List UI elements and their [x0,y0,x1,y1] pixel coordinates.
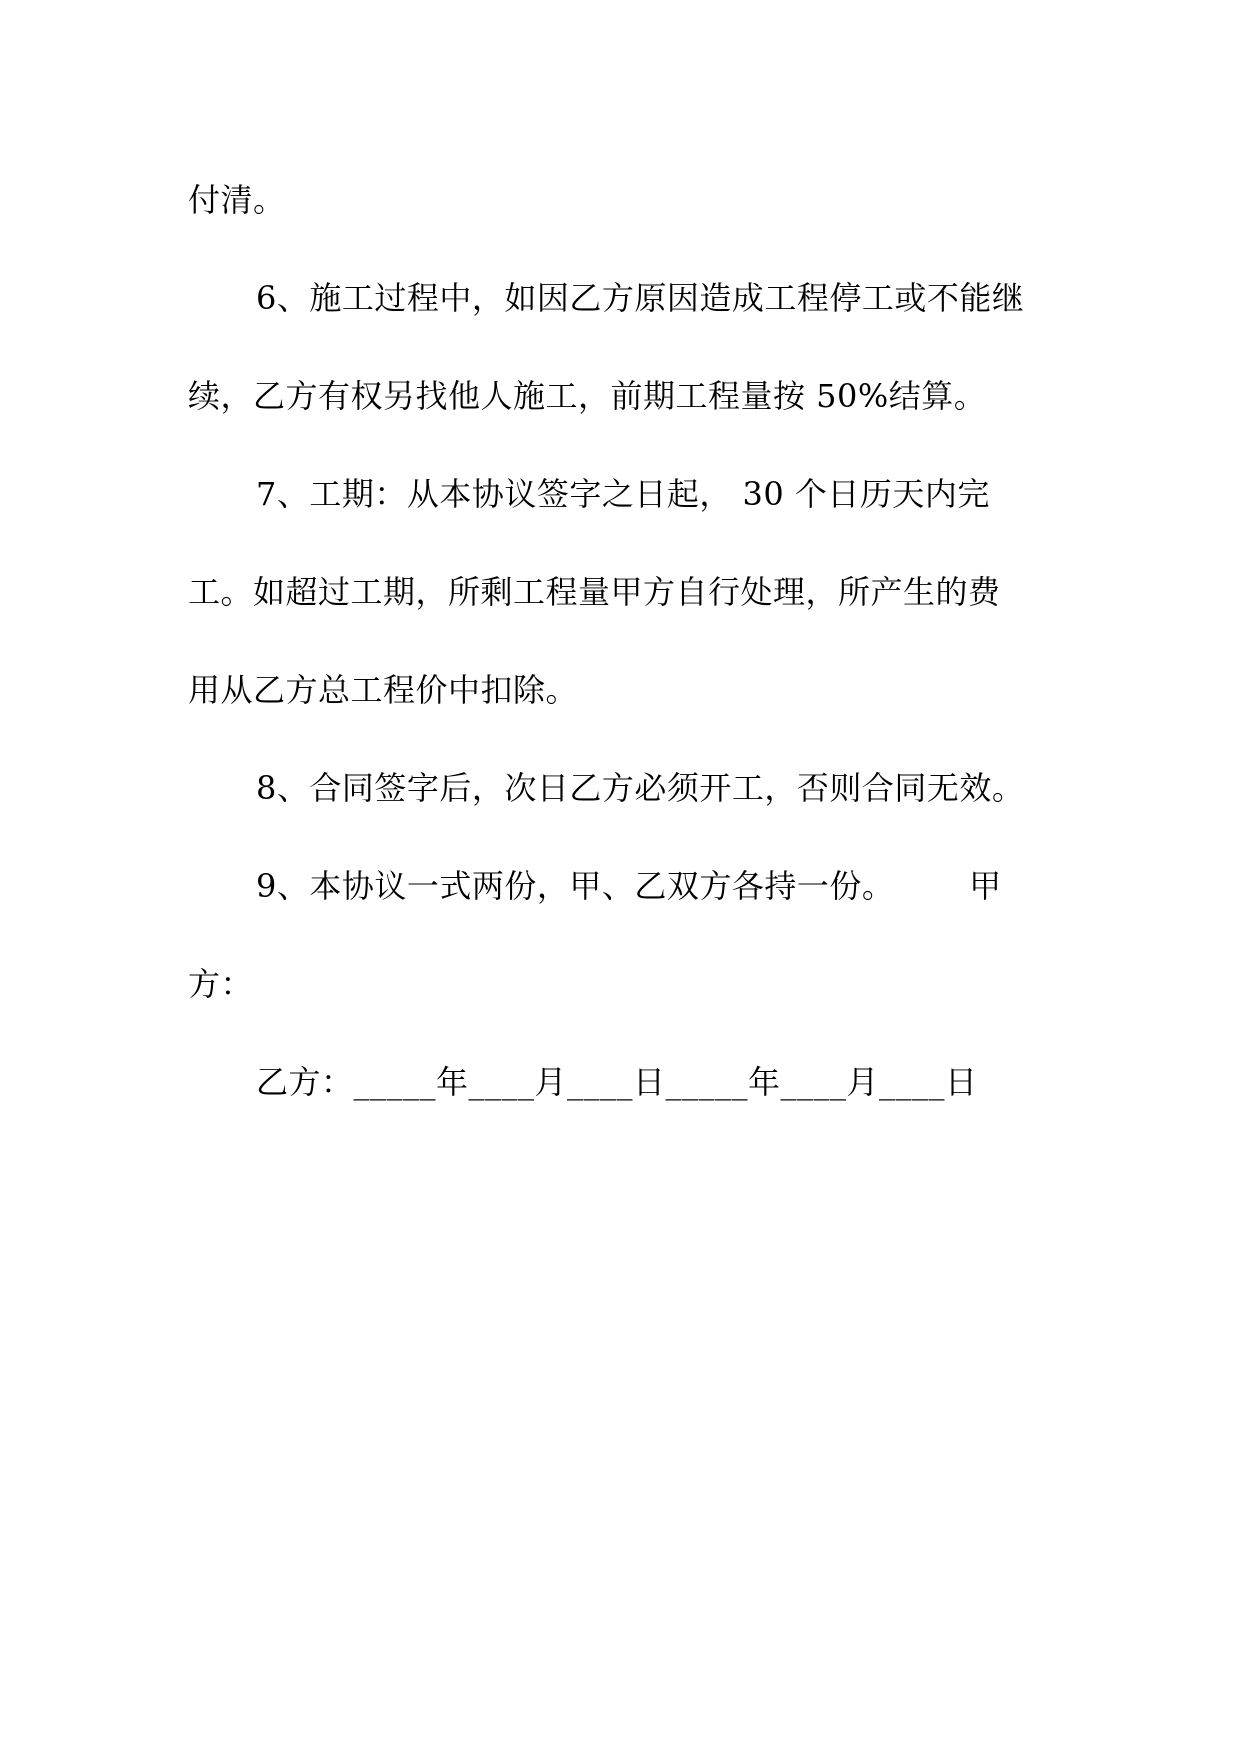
clause-6-line-1: 6、施工过程中，如因乙方原因造成工程停工或不能继 [256,279,1025,317]
clause-7-line-3: 用从乙方总工程价中扣除。 [188,671,579,709]
party-a-label: 方： [188,965,254,1003]
signature-date-line: 乙方：_____年____月____日_____年____月____日 [256,1063,978,1101]
clause-7-line-2: 工。如超过工期，所剩工程量甲方自行处理，所产生的费 [188,573,1001,611]
paragraph-5-continuation: 付清。 [188,181,286,219]
clause-7-line-1: 7、工期：从本协议签字之日起， 30 个日历天内完 [256,475,990,513]
clause-6-line-2: 续，乙方有权另找他人施工，前期工程量按 50%结算。 [188,377,987,415]
clause-9-line-1: 9、本协议一式两份，甲、乙双方各持一份。 甲 [256,867,1002,905]
clause-8: 8、合同签字后，次日乙方必须开工，否则合同无效。 [256,769,1025,807]
